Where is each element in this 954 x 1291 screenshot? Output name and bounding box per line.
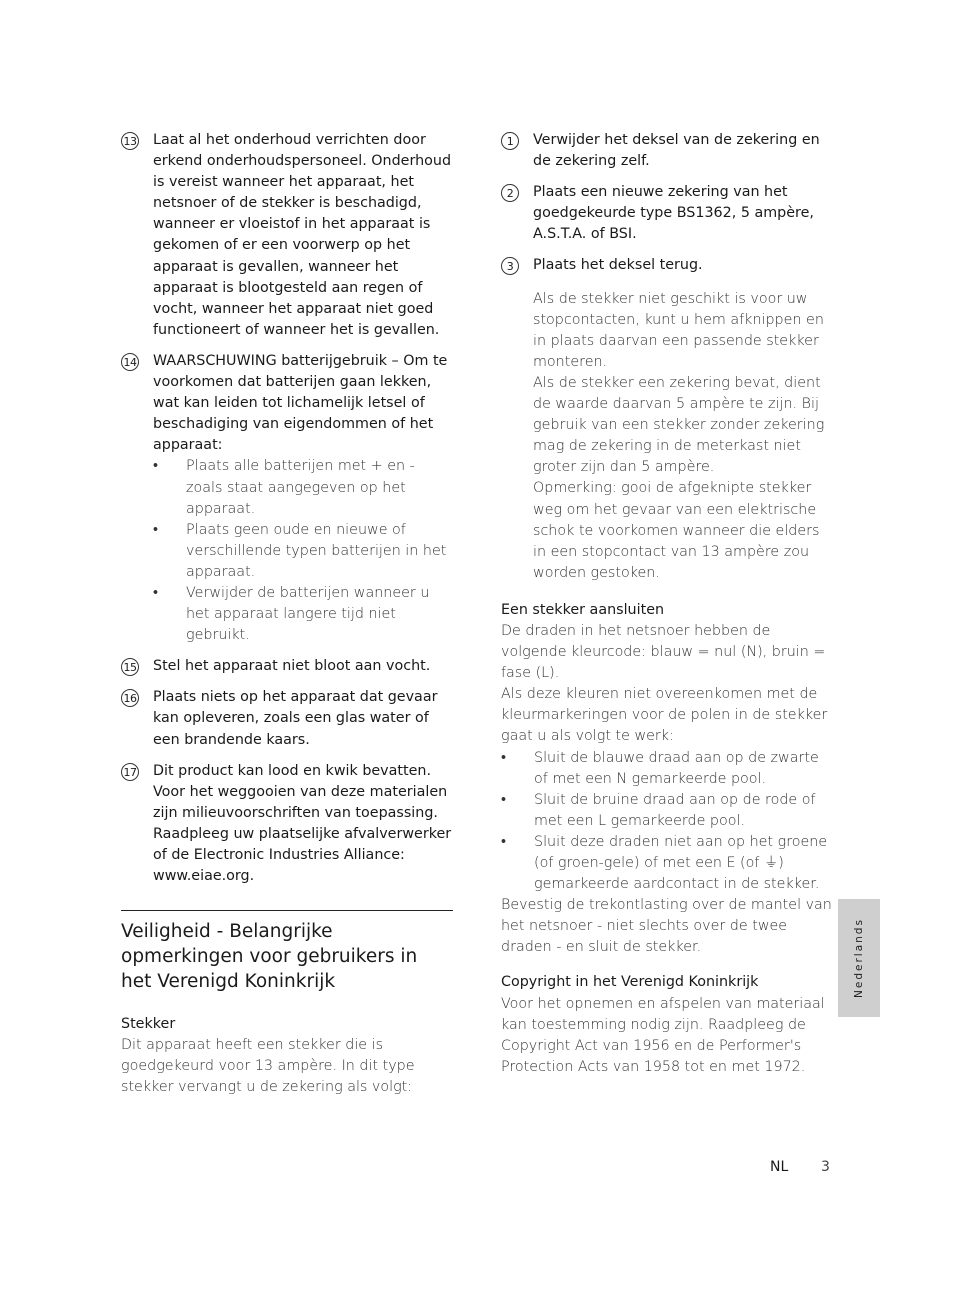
footer-language: NL [770,1159,789,1175]
bullet-item: • Sluit deze draden niet aan op het groene (of groen-gele) of met een E (of ⏚) gemarkeerde aardcontact in de stekker. [501,832,836,895]
page-number: 3 [821,1159,830,1175]
language-side-tab [838,899,880,1017]
bullet-item: • Sluit de blauwe draad aan op de zwarte of met een N gemarkeerde pool. [501,748,836,790]
item-text: Plaats niets op het apparaat dat gevaar kan opleveren, zoals een glas water of een brandende kaars. [153,689,438,748]
item-number: 3 [501,257,519,275]
numbered-item-2 [501,182,836,245]
note-paragraph: Opmerking: gooi de afgeknipte stekker weg om het gevaar van een elektrische schok te voorkomen wanneer die elders in een stopcontact van 13 ampère zou worden gestoken. [533,480,820,581]
left-column [121,130,453,1099]
item-text: Verwijder het deksel van de zekering en de zekering zelf. [533,132,820,170]
connect-heading: Een stekker aansluiten [501,601,665,618]
numbered-item-16 [121,687,453,750]
connect-paragraph: Bevestig de trekontlasting over de mantel van het netsnoer - niet slechts over de twee draden - en sluit de stekker. [501,897,832,956]
battery-bullet-list [153,456,453,646]
side-tab-label: Nederlands [853,918,865,998]
numbered-item-17 [121,761,453,888]
section-title: Veiligheid - Belangrijke opmerkingen voor gebruikers in het Verenigd Koninkrijk [121,921,418,993]
item-text: Stel het apparaat niet bloot aan vocht. [153,658,431,675]
stekker-text: Dit apparaat heeft een stekker die is goedgekeurd voor 13 ampère. In dit type stekker vervangt u de zekering als volgt: [121,1037,415,1096]
item-text: Dit product kan lood en kwik bevatten. Voor het weggooien van deze materialen zijn milieuvoorschriften van toepassing. Raadpleeg uw plaatselijke afvalverwerker of de Electronic Industries Alliance: www.eiae.org. [153,762,452,885]
note-paragraph: Als de stekker een zekering bevat, dient de waarde daarvan 5 ampère te zijn. Bij gebruik van een stekker zonder zekering mag de zekering in de meterkast niet groter zijn dan 5 ampère. [533,374,825,476]
numbered-item-3 [501,255,836,276]
numbered-item-14 [121,351,453,646]
item-number: 2 [501,184,519,202]
item-number: 14 [121,353,139,371]
right-column [501,130,836,1078]
connect-paragraph: Als deze kleuren niet overeenkomen met de kleurmarkeringen voor de polen in de stekker gaat u als volgt te werk: [501,686,828,745]
stekker-heading: Stekker [121,1016,176,1033]
numbered-item-13 [121,130,453,341]
item-text: Laat al het onderhoud verrichten door erkend onderhoudspersoneel. Onderhoud is vereist wanneer het apparaat, het netsnoer of de stekker is beschadigd, wanneer er vloeistof in het apparaat is gekomen of er een voorwerp op het apparaat is gevallen, wanneer het apparaat is blootgesteld aan regen of vocht, wanneer het apparaat niet goed functioneert of wanneer het is gevallen. [153,132,452,338]
wire-bullet-list [501,748,836,896]
item-text: Plaats een nieuwe zekering van het goedgekeurde type BS1362, 5 ampère, A.S.T.A. of BSI. [533,184,814,243]
section-divider [121,910,453,911]
item-number: 17 [121,763,139,781]
numbered-item-1 [501,130,836,172]
item-number: 15 [121,658,139,676]
bullet-item: • Plaats alle batterijen met + en - zoals staat aangegeven op het apparaat. [153,456,453,519]
plug-notes [501,289,836,584]
copyright-text: Voor het opnemen en afspelen van materiaal kan toestemming nodig zijn. Raadpleeg de Copyright Act van 1956 en de Performer's Protection Acts van 1958 tot en met 1972. [501,995,825,1075]
bullet-item: • Verwijder de batterijen wanneer u het apparaat langere tijd niet gebruikt. [153,583,453,646]
item-text: WAARSCHUWING batterijgebruik – Om te voorkomen dat batterijen gaan lekken, wat kan leiden tot lichamelijk letsel of beschadiging van eigendommen of het apparaat: [153,352,448,454]
item-text: Plaats het deksel terug. [533,257,703,274]
bullet-item: • Sluit de bruine draad aan op de rode of met een L gemarkeerde pool. [501,790,836,832]
item-number: 1 [501,132,519,150]
connect-paragraph: De draden in het netsnoer hebben de volgende kleurcode: blauw = nul (N), bruin = fase (L). [501,622,826,682]
item-number: 13 [121,132,139,150]
numbered-item-15 [121,656,453,677]
bullet-item: • Plaats geen oude en nieuwe of verschillende typen batterijen in het apparaat. [153,520,453,583]
note-paragraph: Als de stekker niet geschikt is voor uw stopcontacten, kunt u hem afknippen en in plaats daarvan een passende stekker monteren. [533,290,824,370]
item-number: 16 [121,689,139,707]
copyright-heading: Copyright in het Verenigd Koninkrijk [501,974,759,991]
